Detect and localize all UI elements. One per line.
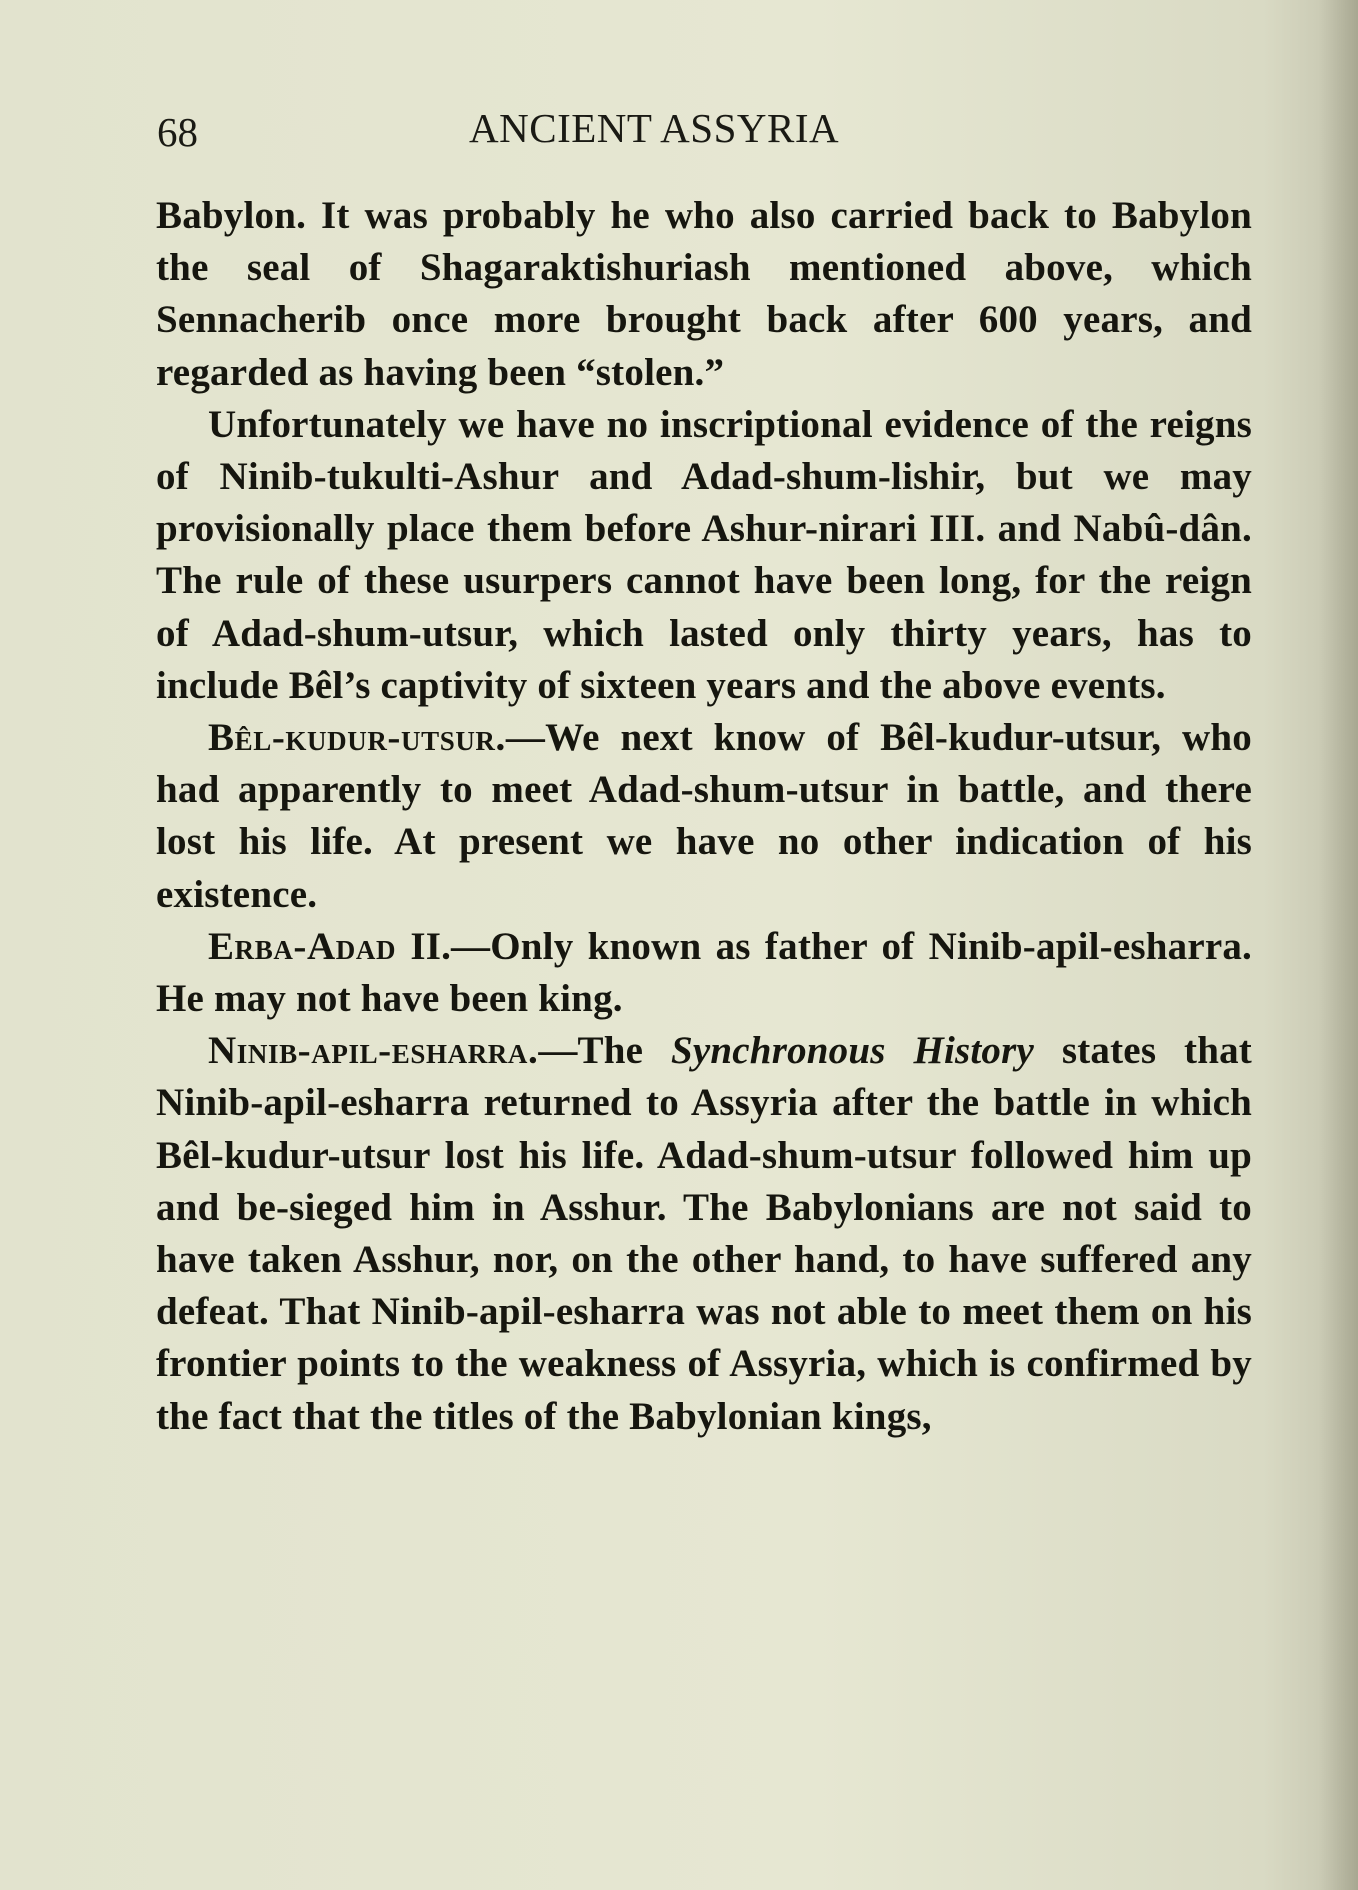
paragraph <box>156 712 1252 921</box>
section-heading: Erba-Adad <box>208 924 397 968</box>
paragraph-text: states that Ninib-apil-esharra returned to Assyria after the battle in which Bêl-kudur-utsur lost his life. Adad-shum-utsur followed him up and be-sieged him in Asshur. The Babylonians are not said to have taken Asshur, nor, on the other hand, to have suffered any defeat. That Ninib-apil-esharra was not able to meet them on his frontier points to the weakness of Assyria, which is confirmed by the fact that the titles of the Babylonian kings, <box>156 1029 1252 1438</box>
italic-title: Synchronous History <box>671 1029 1035 1073</box>
section-heading: Bêl-kudur-utsur. <box>208 716 506 760</box>
paragraph-text: Babylon. It was probably he who also carried back to Babylon the seal of Shagaraktishuriash mentioned above, which Sennacherib once more brought back after 600 years, and regarded as having been “stolen.” <box>156 194 1252 394</box>
running-head <box>155 104 1253 154</box>
paragraph-text: —We next know of Bêl-kudur-utsur, who had apparently to meet Adad-shum-utsur in battle, and there lost his life. At present we have no other indication of his existence. <box>156 716 1252 916</box>
section-heading: Ninib-apil-esharra. <box>208 1029 539 1073</box>
paragraph <box>156 190 1252 399</box>
paragraph-text: —The <box>538 1029 671 1073</box>
body-text <box>156 190 1252 1443</box>
paragraph-text: Unfortunately we have no inscriptional evidence of the reigns of Ninib-tukulti-Ashur and Adad-shum-lishir, but we may provisionally place them before Ashur-nirari III. and Nabû-dân. The rule of these usurpers cannot have been long, for the reign of Adad-shum-utsur, which lasted only thirty years, has to include Bêl’s captivity of sixteen years and the above events. <box>156 402 1252 707</box>
paragraph <box>156 1025 1252 1443</box>
running-title: ANCIENT ASSYRIA <box>469 105 840 151</box>
paragraph-text: II.—Only known as father of Ninib-apil-esharra. He may not have been king. <box>156 924 1252 1021</box>
paragraph <box>156 921 1252 1025</box>
page-number: 68 <box>157 109 198 155</box>
paragraph <box>156 399 1252 712</box>
